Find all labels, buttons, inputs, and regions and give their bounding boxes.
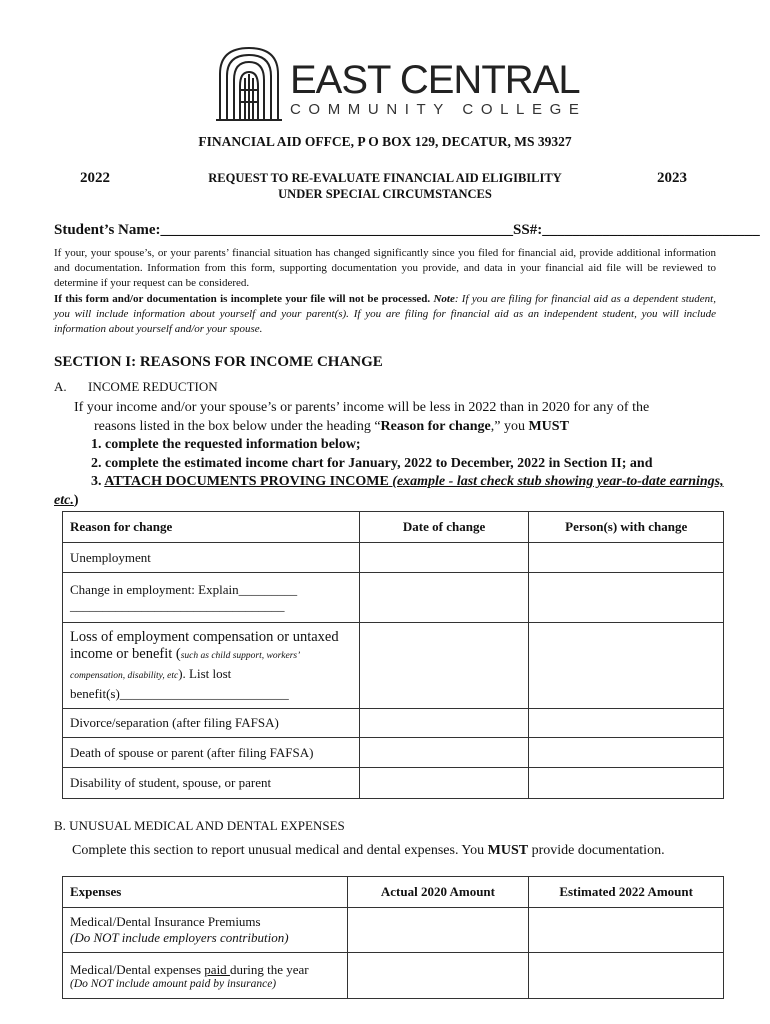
student-line — [54, 222, 760, 239]
instruction-line2: reasons listed in the box below under the heading “Reason for change,” you MUST — [94, 418, 569, 434]
form-title — [150, 170, 620, 202]
table-row — [63, 908, 724, 953]
table-row — [63, 768, 724, 799]
reason-divorce: Divorce/separation (after filing FAFSA) — [63, 709, 360, 738]
estimated-amount-cell[interactable] — [529, 908, 724, 953]
col-header-expenses: Expenses — [63, 877, 348, 908]
instruction-line1: If your income and/or your spouse’s or parents’ income will be less in 2022 than in 2020 for any of the — [74, 400, 650, 415]
student-name-field[interactable]: _______________________________________________ — [160, 222, 514, 238]
ss-field[interactable]: _____________________________ — [542, 222, 760, 238]
col-header-estimated: Estimated 2022 Amount — [529, 877, 724, 908]
reason-loss-benefit: Loss of employment compensation or untaxed income or benefit (such as child support, workers’ compensation, disability, etc). List lost benefit(s)__________________________ — [63, 623, 360, 709]
section1-title: SECTION I: REASONS FOR INCOME CHANGE — [54, 354, 383, 370]
instruction-item2: 2. complete the estimated income chart for January, 2022 to December, 2022 in Section II; and — [91, 455, 653, 471]
table-row — [63, 623, 724, 709]
date-cell[interactable] — [359, 768, 529, 799]
person-cell[interactable] — [529, 709, 724, 738]
person-cell[interactable] — [529, 768, 724, 799]
date-cell[interactable] — [359, 738, 529, 768]
reason-unemployment: Unemployment — [63, 543, 360, 573]
form-title-line2: UNDER SPECIAL CIRCUMSTANCES — [278, 187, 492, 201]
table-row — [63, 709, 724, 738]
year-right: 2023 — [657, 170, 687, 186]
person-cell[interactable] — [529, 738, 724, 768]
section-b-instructions: Complete this section to report unusual medical and dental expenses. You MUST provide documentation. — [72, 843, 665, 858]
person-cell[interactable] — [529, 543, 724, 573]
date-cell[interactable] — [359, 573, 529, 623]
table-row — [63, 738, 724, 768]
reason-death: Death of spouse or parent (after filing FAFSA) — [63, 738, 360, 768]
person-cell[interactable] — [529, 623, 724, 709]
form-title-line1: REQUEST TO RE-EVALUATE FINANCIAL AID ELIGIBILITY — [208, 171, 562, 185]
table-header-row — [63, 877, 724, 908]
actual-amount-cell[interactable] — [347, 908, 529, 953]
college-name: EAST CENTRAL — [290, 58, 580, 102]
ss-label: SS#: — [513, 222, 543, 238]
col-header-reason: Reason for change — [63, 512, 360, 543]
note-label: Note — [433, 292, 455, 305]
subsection-a-heading — [54, 379, 218, 395]
table-row — [63, 953, 724, 999]
col-header-date: Date of change — [359, 512, 529, 543]
col-header-persons: Person(s) with change — [529, 512, 724, 543]
subsection-a-letter: A. — [54, 379, 67, 394]
actual-amount-cell[interactable] — [347, 953, 529, 999]
table-header-row — [63, 512, 724, 543]
reason-change-employment: Change in employment: Explain_________ _________________________________ — [63, 573, 360, 623]
student-name-label: Student’s Name: — [54, 222, 161, 238]
expense-paid: Medical/Dental expenses paid during the year (Do NOT include amount paid by insurance) — [63, 953, 348, 999]
date-cell[interactable] — [359, 543, 529, 573]
expense-insurance: Medical/Dental Insurance Premiums (Do NOT include employers contribution) — [63, 908, 348, 953]
reason-disability: Disability of student, spouse, or parent — [63, 768, 360, 799]
table-row — [63, 543, 724, 573]
income-reduction-instructions — [54, 399, 726, 510]
intro-text: If your, your spouse’s, or your parents’ financial situation has changed significantly since you filed for financial aid, provide additional information and documentation. Information from this form, supporting documentation you provide, and data in your financial aid file will be reviewed to determine if your request can be considered. — [54, 247, 716, 290]
col-header-actual: Actual 2020 Amount — [347, 877, 529, 908]
table-row — [63, 573, 724, 623]
person-cell[interactable] — [529, 573, 724, 623]
estimated-amount-cell[interactable] — [529, 953, 724, 999]
date-cell[interactable] — [359, 623, 529, 709]
note-text: : If you are filing for financial aid as a dependent student, you will include information about yourself and your parent(s). If you are filing for financial aid as an independent student, you will include information about yourself and/or your spouse. — [54, 292, 716, 336]
office-address: FINANCIAL AID OFFCE, P O BOX 129, DECATUR, MS 39327 — [198, 134, 572, 149]
intro-warning: If this form and/or documentation is incomplete your file will not be processed. — [54, 292, 431, 305]
date-cell[interactable] — [359, 709, 529, 738]
instruction-item3: 3. ATTACH DOCUMENTS PROVING INCOME (example - last check stub showing year-to-date earnings, etc.) — [54, 474, 724, 508]
intro-paragraph — [54, 246, 716, 337]
subsection-a-title: INCOME REDUCTION — [88, 379, 218, 394]
college-subtitle: COMMUNITY COLLEGE — [290, 101, 587, 118]
medical-expenses-table — [62, 876, 724, 999]
arched-gate-logo-icon — [214, 44, 284, 122]
instruction-item1: 1. complete the requested information below; — [91, 437, 361, 452]
year-left: 2022 — [80, 170, 110, 186]
income-change-table — [62, 511, 724, 799]
section-b-title: B. UNUSUAL MEDICAL AND DENTAL EXPENSES — [54, 818, 345, 833]
